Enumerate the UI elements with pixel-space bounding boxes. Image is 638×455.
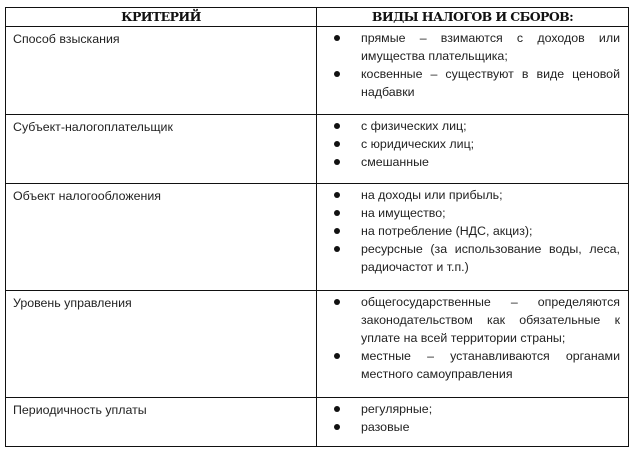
tax-types-list [317,400,620,436]
criterion-cell: Объект налогообложения [6,184,317,291]
list-item: на имущество; [317,204,620,222]
list-item: общегосударственные – определяются законодательством как обязательные к уплате на всей территории страны; [317,293,620,347]
table-row [6,184,629,291]
bullet-icon [334,353,340,359]
criterion-cell: Уровень управления [6,291,317,398]
bullet-icon [334,159,340,165]
tax-types-list [317,186,620,276]
tax-types-table [5,7,629,447]
table-row [6,115,629,184]
tax-types-list [317,293,620,383]
list-item: с юридических лиц; [317,135,620,153]
bullet-icon [334,71,340,77]
header-row [6,8,629,27]
list-item: местные – устанавливаются органами местного самоуправления [317,347,620,383]
bullet-icon [334,210,340,216]
bullet-icon [334,299,340,305]
bullet-icon [334,141,340,147]
table-row [6,27,629,115]
header-criterion: КРИТЕРИЙ [6,8,317,27]
tax-types-cell [317,291,629,398]
tax-types-cell [317,184,629,291]
header-tax-types: ВИДЫ НАЛОГОВ И СБОРОВ: [317,8,629,27]
tax-types-list [317,29,620,101]
tax-types-cell [317,27,629,115]
list-item: на потребление (НДС, акциз); [317,222,620,240]
list-item: на доходы или прибыль; [317,186,620,204]
list-item: регулярные; [317,400,620,418]
bullet-icon [334,424,340,430]
list-item: косвенные – существуют в виде ценовой надбавки [317,65,620,101]
bullet-icon [334,246,340,252]
criterion-cell: Субъект-налогоплательщик [6,115,317,184]
list-item: с физических лиц; [317,117,620,135]
list-item: прямые – взимаются с доходов или имущества плательщика; [317,29,620,65]
table-row [6,291,629,398]
bullet-icon [334,228,340,234]
criterion-cell: Периодичность уплаты [6,398,317,447]
list-item: разовые [317,418,620,436]
table-row [6,398,629,447]
criterion-cell: Способ взыскания [6,27,317,115]
tax-types-list [317,117,620,171]
tax-types-cell [317,398,629,447]
bullet-icon [334,35,340,41]
bullet-icon [334,192,340,198]
tax-types-cell [317,115,629,184]
bullet-icon [334,123,340,129]
list-item: ресурсные (за использование воды, леса, радиочастот и т.п.) [317,240,620,276]
bullet-icon [334,406,340,412]
list-item: смешанные [317,153,620,171]
